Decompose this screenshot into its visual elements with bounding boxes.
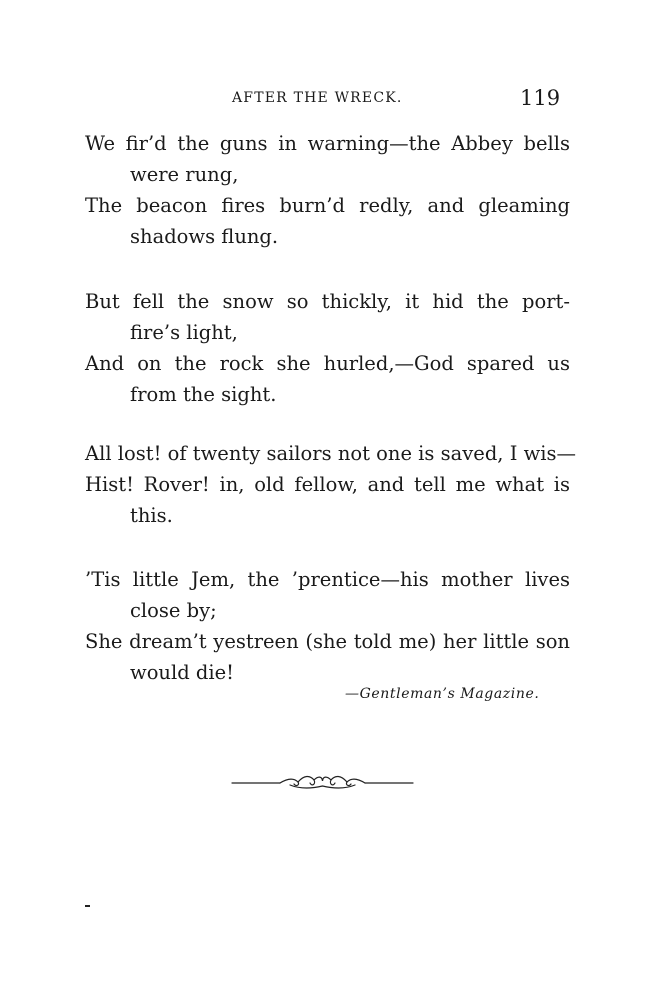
poem-line: The beacon fires burn’d redly, and gleaming <box>85 194 570 217</box>
poem-line: We fir’d the guns in warning—the Abbey bells <box>85 132 570 155</box>
poem-line: ’Tis little Jem, the ’prentice—his mother lives <box>85 568 570 591</box>
poem-line: But fell the snow so thickly, it hid the port- <box>85 290 570 313</box>
stanza-4 <box>85 564 570 688</box>
poem-line: And on the rock she hurled,—God spared us <box>85 352 570 375</box>
poem-line-continuation: from the sight. <box>130 383 277 406</box>
stray-mark <box>85 905 90 907</box>
poem-line-continuation: this. <box>130 504 173 527</box>
poem-line-continuation: close by; <box>130 599 217 622</box>
poem-line: All lost! of twenty sailors not one is saved, I wis— <box>85 442 577 465</box>
running-header <box>0 86 645 116</box>
page-number: 119 <box>520 86 561 110</box>
poem-line-continuation: would die! <box>130 661 235 684</box>
poem-line: Hist! Rover! in, old fellow, and tell me what is <box>85 473 570 496</box>
running-title: AFTER THE WRECK. <box>232 90 403 106</box>
attribution: —Gentleman’s Magazine. <box>345 686 540 702</box>
poem-line-continuation: were rung, <box>130 163 239 186</box>
poem-line-continuation: shadows flung. <box>130 225 279 248</box>
stanza-1 <box>85 128 570 252</box>
stanza-2 <box>85 286 570 410</box>
poem-line-continuation: fire’s light, <box>130 321 238 344</box>
stanza-3 <box>85 438 577 531</box>
poem-line: She dream’t yestreen (she told me) her little son <box>85 630 570 653</box>
ornament-divider <box>230 772 415 792</box>
